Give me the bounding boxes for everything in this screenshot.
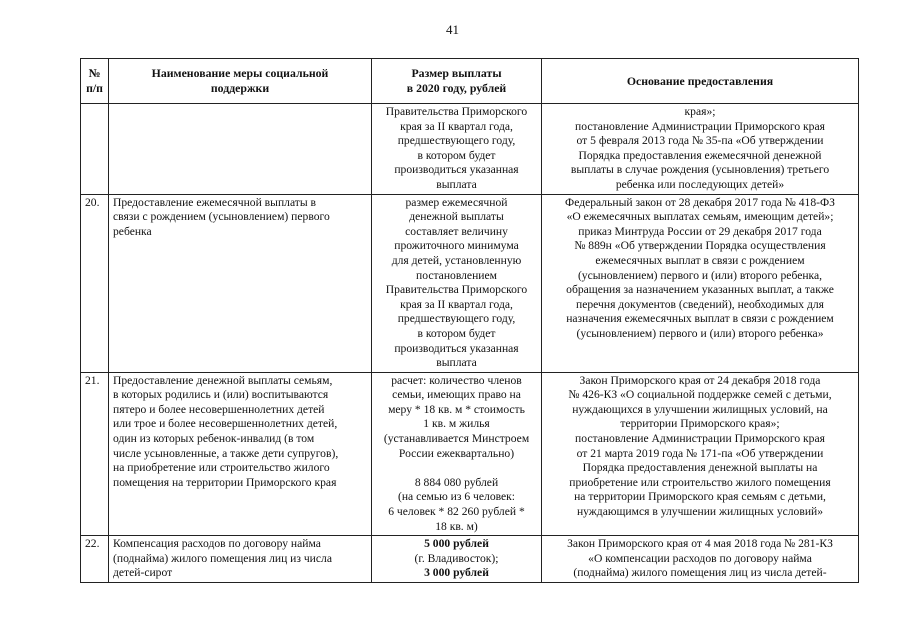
cell-text-line: Федеральный закон от 28 декабря 2017 года № 418-ФЗ [565, 195, 835, 209]
cell-text-line: на приобретение или строительство жилого [113, 461, 330, 475]
cell-text-line: прожиточного минимума [394, 239, 519, 253]
cell-text-line: Порядка предоставления денежной выплаты на [582, 461, 818, 475]
cell-text-line: (усыновлением) первого и (или) второго ребенка, [577, 268, 823, 282]
cell-text-line: расчет: количество членов [391, 373, 522, 387]
cell-text-line: (устанавливается Минстроем [383, 432, 530, 446]
measure-name-cell [109, 536, 372, 583]
cell-text-line: производиться указанная [394, 163, 519, 177]
cell-text-line: обращения за назначением указанных выплат, а также [566, 283, 834, 297]
cell-text-line: Предоставление денежной выплаты семьям, [113, 373, 333, 387]
cell-text-line: предшествующего году, [397, 134, 516, 148]
header-name [109, 59, 372, 104]
cell-text-line: производиться указанная [394, 341, 519, 355]
cell-text-line: размер ежемесячной [405, 195, 508, 209]
cell-text-line: составляет величину [405, 224, 508, 238]
cell-text-line: (поднайма) жилого помещения лиц из числа [113, 551, 332, 565]
cell-text-line: выплата [436, 356, 477, 370]
cell-text-line: выплата [436, 177, 477, 191]
cell-text-line: детей-сирот [113, 566, 173, 580]
basis-cell [542, 372, 859, 536]
cell-text-line: 18 кв. м) [435, 519, 478, 533]
table-row [81, 194, 859, 372]
basis-cell [542, 536, 859, 583]
header-text-line: № [88, 66, 101, 80]
cell-text-line: № 426-КЗ «О социальной поддержке семей с детьми, [568, 388, 832, 402]
cell-text-line: ежемесячных выплат в связи с рождением [595, 253, 805, 267]
social-support-table [80, 58, 859, 583]
cell-text-line: Закон Приморского края от 4 мая 2018 года № 281-КЗ [567, 537, 833, 551]
cell-text-line: 8 884 080 рублей [414, 475, 499, 489]
cell-text-line: меру * 18 кв. м * стоимость [388, 402, 525, 416]
header-text-line: в 2020 году, рублей [406, 81, 507, 95]
cell-text-line: в котором будет [417, 326, 496, 340]
header-text-line: п/п [86, 81, 103, 95]
cell-text-line: в котором будет [417, 148, 496, 162]
header-text-line: поддержки [210, 81, 270, 95]
cell-text-line: один из которых ребенок-инвалид (в том [113, 432, 315, 446]
header-num [81, 59, 109, 104]
header-text-line: Размер выплаты [411, 66, 502, 80]
cell-text-line: ребенка [113, 224, 152, 238]
measure-name-cell [109, 194, 372, 372]
measure-name-cell [109, 372, 372, 536]
cell-text-line: Предоставление ежемесячной выплаты в [113, 195, 317, 209]
cell-text-line: от 21 марта 2019 года № 171-па «Об утверждении [576, 446, 824, 460]
row-number-cell: 21. [81, 372, 109, 536]
cell-text-line: 1 кв. м жилья [423, 417, 490, 431]
header-payment [372, 59, 542, 104]
cell-text-line: помещения на территории Приморского края [113, 475, 337, 489]
table-row [81, 372, 859, 536]
cell-text-line: в которых родились и (или) воспитываются [113, 388, 329, 402]
cell-text-line: Закон Приморского края от 24 декабря 2018 года [579, 373, 821, 387]
header-text-line: Основание предоставления [626, 73, 774, 88]
measure-name-cell [109, 104, 372, 195]
payment-cell [372, 536, 542, 583]
cell-text-line: Правительства Приморского [385, 283, 528, 297]
header-basis [542, 59, 859, 104]
payment-cell [372, 372, 542, 536]
cell-text-line: предшествующего году, [397, 312, 516, 326]
row-number-cell: 20. [81, 194, 109, 372]
cell-text-line: семьи, имеющих право на [392, 388, 521, 402]
table-header-row [81, 59, 859, 104]
cell-text-line: для детей, установленную [391, 253, 522, 267]
cell-text-line: «О компенсации расходов по договору найма [588, 551, 812, 565]
cell-text-line: (поднайма) жилого помещения лиц из числа детей- [573, 566, 827, 580]
cell-text-line: связи с рождением (усыновлением) первого [113, 210, 330, 224]
cell-text-line: № 889н «Об утверждении Порядка осуществления [574, 239, 826, 253]
cell-text-line: края за II квартал года, [400, 119, 513, 133]
cell-text-line: «О ежемесячных выплатах семьям, имеющим детей»; [566, 210, 834, 224]
cell-text-line: приказ Минтруда России от 29 декабря 2017 года [578, 224, 822, 238]
cell-text-line: числе усыновленные, а также дети супругов), [113, 446, 339, 460]
cell-text-line: Компенсация расходов по договору найма [113, 537, 321, 551]
cell-text-line: постановление Администрации Приморского края [575, 119, 825, 133]
cell-text-line: Порядка предоставления ежемесячной денежной [578, 148, 822, 162]
page-number: 41 [446, 22, 459, 37]
cell-text-line: приобретение или строительство жилого помещения [569, 475, 831, 489]
cell-text-line: (на семью из 6 человек: [397, 490, 516, 504]
cell-text-line: на территории Приморского края семьям с детьми, [574, 490, 826, 504]
blank-line [376, 461, 537, 476]
cell-text-line: России ежеквартально) [398, 446, 515, 460]
cell-text-line: ребенка или последующих детей» [615, 177, 785, 191]
cell-text-line: (усыновлением) первого и (или) второго ребенка» [576, 326, 824, 340]
payment-amount: 3 000 рублей [424, 566, 489, 580]
payment-cell [372, 104, 542, 195]
header-text-line: Наименование меры социальной [151, 66, 329, 80]
basis-cell [542, 104, 859, 195]
cell-text-line: от 5 февраля 2013 года № 35-па «Об утверждении [576, 134, 824, 148]
cell-text-line: территории Приморского края»; [620, 417, 780, 431]
cell-text-line: выплаты в случае рождения (усыновления) третьего [570, 163, 830, 177]
cell-text-line: края»; [684, 105, 716, 118]
table-row [81, 104, 859, 195]
table-row [81, 536, 859, 583]
cell-text-line: Правительства Приморского [385, 105, 528, 118]
cell-text-line: перечня документов (сведений), необходимых для [576, 297, 824, 311]
cell-text-line: денежной выплаты [409, 210, 504, 224]
row-number-cell: 22. [81, 536, 109, 583]
basis-cell [542, 194, 859, 372]
cell-text-line: пятеро и более несовершеннолетних детей [113, 402, 325, 416]
cell-text-line: или трое и более несовершеннолетних детей, [113, 417, 338, 431]
payment-amount: 5 000 рублей [424, 537, 489, 551]
cell-text-line: (г. Владивосток); [414, 551, 499, 565]
cell-text-line: края за II квартал года, [400, 297, 513, 311]
cell-text-line: постановлением [416, 268, 497, 282]
cell-text-line: постановление Администрации Приморского края [575, 432, 825, 446]
cell-text-line: нуждающимся в улучшении жилищных условий» [576, 505, 824, 519]
cell-text-line: 6 человек * 82 260 рублей * [388, 505, 525, 519]
row-number-cell [81, 104, 109, 195]
cell-text-line: нуждающихся в улучшении жилищных условий, на [572, 402, 828, 416]
cell-text-line: назначения ежемесячных выплат в связи с рождением [566, 312, 834, 326]
payment-cell [372, 194, 542, 372]
